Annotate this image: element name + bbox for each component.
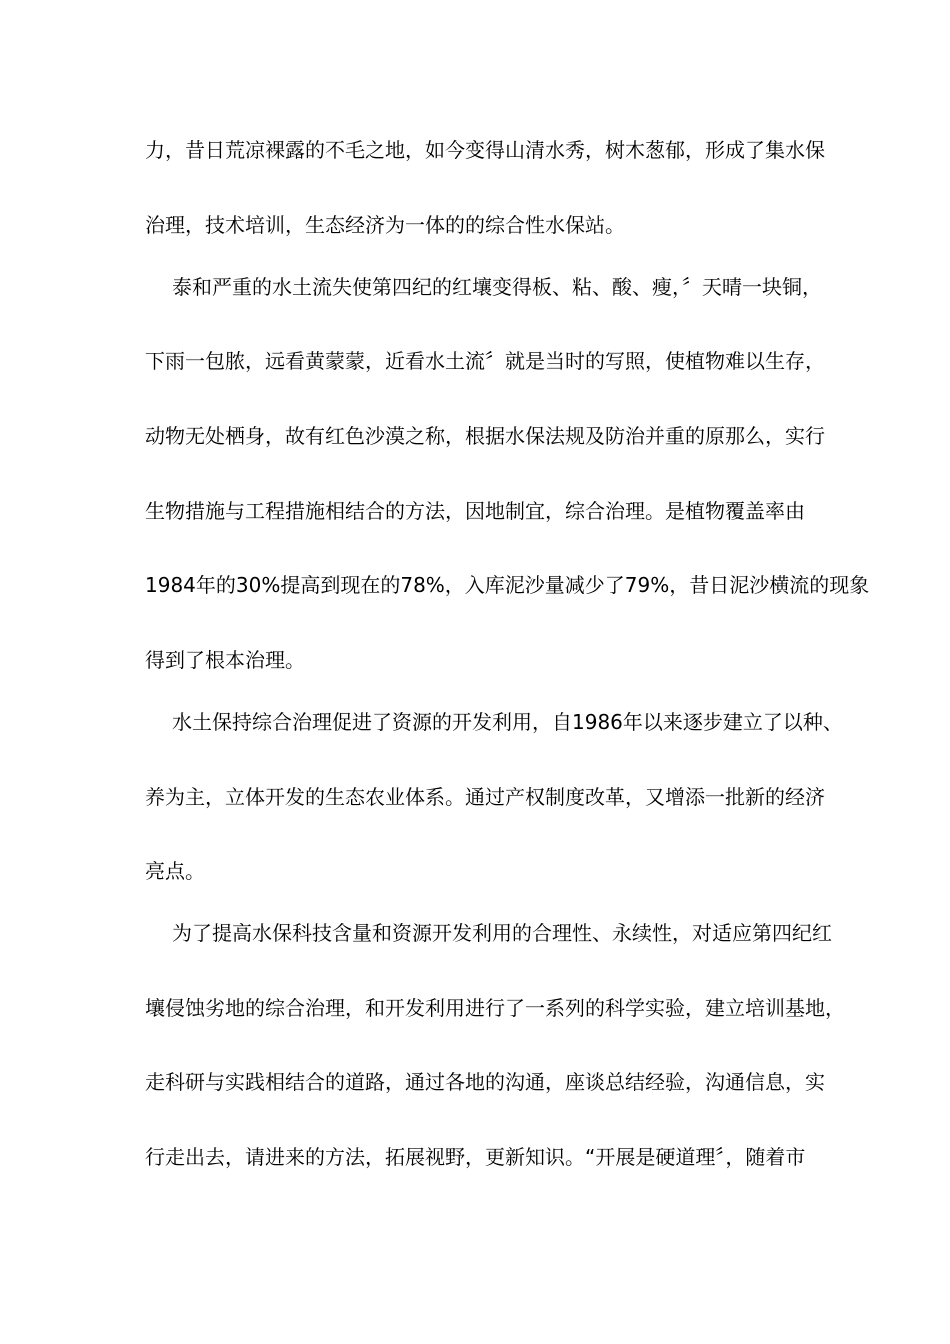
text-line: 养为主，立体开发的生态农业体系。通过产权制度改革，又增添一批新的经济 bbox=[145, 785, 825, 809]
text-line: 壤侵蚀劣地的综合治理，和开发利用进行了一系列的科学实验，建立培训基地， bbox=[145, 996, 845, 1020]
paragraph-start-line: 水土保持综合治理促进了资源的开发利用，自1986年以来逐步建立了以种、 bbox=[172, 710, 843, 734]
text-line: 走科研与实践相结合的道路，通过各地的沟通，座谈总结经验，沟通信息，实 bbox=[145, 1070, 825, 1094]
text-line: 行走出去，请进来的方法，拓展视野，更新知识。“开展是硬道理〞，随着市 bbox=[145, 1145, 806, 1169]
text-line: 生物措施与工程措施相结合的方法，因地制宜，综合治理。是植物覆盖率由 bbox=[145, 499, 805, 523]
text-line: 力，昔日荒凉裸露的不毛之地，如今变得山清水秀，树木葱郁，形成了集水保 bbox=[145, 138, 825, 162]
text-line: 1984年的30%提高到现在的78%，入库泥沙量减少了79%，昔日泥沙横流的现象 bbox=[145, 573, 870, 597]
text-line: 得到了根本治理。 bbox=[145, 648, 305, 672]
text-line: 动物无处栖身，故有红色沙漠之称，根据水保法规及防治并重的原那么，实行 bbox=[145, 424, 825, 448]
text-line: 下雨一包脓，远看黄蒙蒙，近看水土流〞就是当时的写照，使植物难以生存， bbox=[145, 349, 825, 373]
paragraph-start-line: 泰和严重的水土流失使第四纪的红壤变得板、粘、酸、瘦，〞天晴一块铜， bbox=[172, 275, 822, 299]
text-line: 亮点。 bbox=[145, 859, 205, 883]
text-line: 治理，技术培训，生态经济为一体的的综合性水保站。 bbox=[145, 213, 625, 237]
paragraph-start-line: 为了提高水保科技含量和资源开发利用的合理性、永续性，对适应第四纪红 bbox=[172, 921, 832, 945]
